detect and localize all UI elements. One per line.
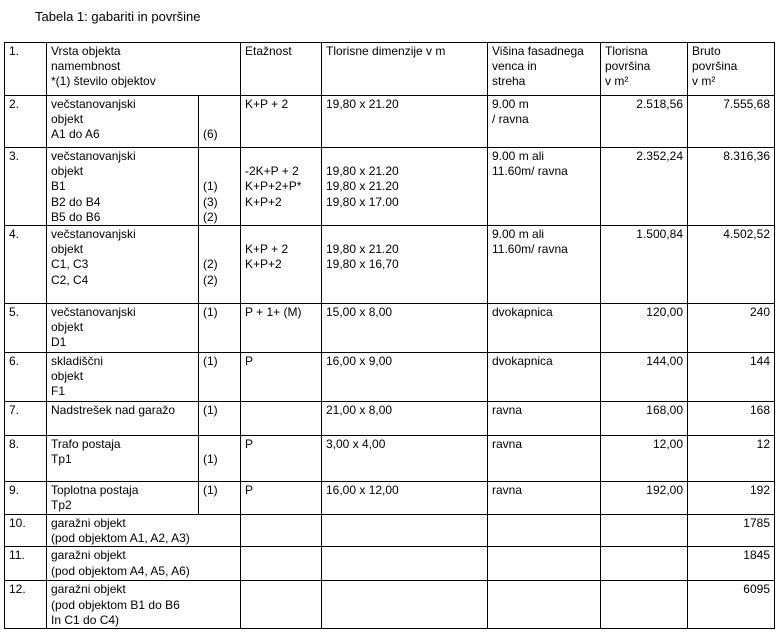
gross-area-cell: 240 <box>688 304 775 353</box>
cell-line: F1 <box>51 384 66 399</box>
cell-line: večstanovanjski <box>51 227 136 242</box>
cell-line: In C1 do C4) <box>51 612 120 627</box>
gross-area-cell: 1785 <box>688 515 775 547</box>
row-number: 11. <box>5 547 47 581</box>
table-row <box>5 304 775 353</box>
cell-line: 3,00 x 4,00 <box>326 437 386 452</box>
row-number: 6. <box>5 353 47 402</box>
floor-area-cell <box>601 547 688 581</box>
cell-line: / ravna <box>492 112 529 127</box>
cell-line: garažni objekt <box>51 516 126 531</box>
dimensions-cell <box>322 353 488 402</box>
cell-line: K+P+2+P* <box>245 179 302 194</box>
dimensions-cell <box>322 96 488 148</box>
cell-line <box>245 149 317 164</box>
cell-line: 21,00 x 8,00 <box>326 403 393 418</box>
object-type <box>47 148 199 226</box>
gross-area-cell: 8.316,36 <box>688 148 775 226</box>
floor-area-cell: 1.500,84 <box>601 226 688 304</box>
object-type <box>47 515 241 547</box>
cell-line: K+P+2 <box>245 194 282 209</box>
cell-line <box>203 437 236 452</box>
cell-line: (2) <box>203 272 218 287</box>
floors-cell <box>241 482 322 515</box>
gross-area-cell: 144 <box>688 353 775 402</box>
floors-cell <box>241 581 322 629</box>
cell-line <box>203 149 236 164</box>
object-type <box>47 402 199 436</box>
cell-line: 16,00 x 12,00 <box>326 483 399 498</box>
height-cell <box>488 482 601 515</box>
cell-line: (1) <box>203 305 218 320</box>
gross-area-cell: 7.555,68 <box>688 96 775 148</box>
cell-line: 9.00 m ali <box>492 149 545 163</box>
gross-area-cell: 6095 <box>688 581 775 629</box>
floor-area-cell: 144,00 <box>601 353 688 402</box>
dimensions-cell <box>322 148 488 226</box>
object-count <box>199 353 241 402</box>
object-count <box>199 402 241 436</box>
object-count <box>199 148 241 226</box>
cell-line: 19,80 x 21.20 <box>326 179 399 194</box>
floors-cell <box>241 402 322 436</box>
object-count <box>199 304 241 353</box>
object-count <box>199 482 241 515</box>
cell-line: objekt <box>51 164 84 179</box>
floors-cell <box>241 148 322 226</box>
cell-line: garažni objekt <box>51 582 126 597</box>
floor-area-cell: 192,00 <box>601 482 688 515</box>
header-gross-area: Bruto površina v m² <box>688 43 775 96</box>
row-number: 7. <box>5 402 47 436</box>
height-cell <box>488 436 601 482</box>
header-height: Višina fasadnega venca in streha <box>488 43 601 96</box>
table-row <box>5 148 775 226</box>
dimensions-cell <box>322 515 488 547</box>
cell-line <box>245 403 317 418</box>
height-cell <box>488 96 601 148</box>
object-type <box>47 96 199 148</box>
cell-line: (3) <box>203 194 218 209</box>
row-number: 4. <box>5 226 47 304</box>
cell-line: Trafo postaja <box>51 437 121 452</box>
cell-line: skladiščni <box>51 354 104 369</box>
height-cell <box>488 547 601 581</box>
cell-line: 11.60m/ ravna <box>492 164 568 179</box>
cell-line: (2) <box>203 257 218 272</box>
object-count <box>199 226 241 304</box>
cell-line: D1 <box>51 335 67 350</box>
cell-line <box>203 112 236 127</box>
floor-area-cell: 2.518,56 <box>601 96 688 148</box>
floors-cell <box>241 96 322 148</box>
height-cell <box>488 148 601 226</box>
cell-line: -2K+P + 2 <box>245 164 299 179</box>
floors-cell <box>241 226 322 304</box>
row-number: 2. <box>5 96 47 148</box>
cell-line: objekt <box>51 242 84 257</box>
gross-area-cell: 4.502,52 <box>688 226 775 304</box>
dimensions-cell <box>322 547 488 581</box>
cell-line: večstanovanjski <box>51 305 136 320</box>
floor-area-cell: 168,00 <box>601 402 688 436</box>
table-row <box>5 96 775 148</box>
header-type: Vrsta objekta namembnost *(1) število objektov <box>47 43 241 96</box>
row-number: 8. <box>5 436 47 482</box>
cell-line: P + 1+ (M) <box>245 305 302 320</box>
cell-line: objekt <box>51 369 84 384</box>
cell-line <box>245 227 317 242</box>
cell-line: 19,80 x 21.20 <box>326 242 399 257</box>
header-number: 1. <box>5 43 47 96</box>
cell-line: 15,00 x 8,00 <box>326 305 393 320</box>
row-number: 10. <box>5 515 47 547</box>
cell-line: P <box>245 437 254 452</box>
cell-line: 19,80 x 21.20 <box>326 97 399 111</box>
gross-area-cell: 1845 <box>688 547 775 581</box>
object-count <box>199 96 241 148</box>
table-row <box>5 482 775 515</box>
cell-line: (1) <box>203 483 218 498</box>
row-number: 3. <box>5 148 47 226</box>
gross-area-cell: 12 <box>688 436 775 482</box>
floors-cell <box>241 515 322 547</box>
object-type <box>47 353 199 402</box>
cell-line: B2 do B4 <box>51 194 101 209</box>
header-row <box>5 43 775 96</box>
cell-line <box>203 164 236 179</box>
height-cell <box>488 226 601 304</box>
dimensions-cell <box>322 226 488 304</box>
cell-line: Toplotna postaja <box>51 483 139 498</box>
floors-cell <box>241 436 322 482</box>
cell-line <box>203 242 236 257</box>
cell-line <box>203 97 236 112</box>
cell-line: C2, C4 <box>51 272 89 287</box>
table-caption: Tabela 1: gabariti in površine <box>35 9 201 24</box>
cell-line: C1, C3 <box>51 257 89 272</box>
cell-line <box>203 227 236 242</box>
table-row <box>5 547 775 581</box>
dimensions-cell <box>322 304 488 353</box>
cell-line: ravna <box>492 483 523 498</box>
dimensions-cell <box>322 436 488 482</box>
cell-line <box>326 149 483 164</box>
cell-line: objekt <box>51 112 84 127</box>
header-floor-area: Tlorisna površina v m² <box>601 43 688 96</box>
cell-line: Tp1 <box>51 452 72 467</box>
object-type <box>47 436 199 482</box>
cell-line: (pod objektom A4, A5, A6) <box>51 563 190 578</box>
cell-line: 19,80 x 16,70 <box>326 257 399 272</box>
row-number: 5. <box>5 304 47 353</box>
header-floors: Etažnost <box>241 43 322 96</box>
height-cell <box>488 304 601 353</box>
height-cell <box>488 402 601 436</box>
cell-line: (1) <box>203 403 218 418</box>
cell-line: 19,80 x 17.00 <box>326 194 399 209</box>
cell-line: dvokapnica <box>492 305 553 320</box>
cell-line: (pod objektom B1 do B6 <box>51 597 180 612</box>
floor-area-cell <box>601 581 688 629</box>
cell-line: B1 <box>51 179 66 194</box>
object-type <box>47 226 199 304</box>
object-type <box>47 547 241 581</box>
table-row <box>5 353 775 402</box>
object-type <box>47 581 241 629</box>
height-cell <box>488 515 601 547</box>
cell-line: garažni objekt <box>51 548 126 563</box>
cell-line: B5 do B6 <box>51 209 101 224</box>
gross-area-cell: 192 <box>688 482 775 515</box>
cell-line: 16,00 x 9,00 <box>326 354 393 369</box>
cell-line: ravna <box>492 437 523 452</box>
dimensions-cell <box>322 482 488 515</box>
cell-line: P <box>245 354 254 369</box>
floors-cell <box>241 353 322 402</box>
cell-line: K+P + 2 <box>245 242 289 257</box>
cell-line: (1) <box>203 452 218 467</box>
floors-cell <box>241 304 322 353</box>
table-row <box>5 515 775 547</box>
cell-line: večstanovanjski <box>51 149 136 163</box>
cell-line: večstanovanjski <box>51 97 136 111</box>
cell-line: (1) <box>203 354 218 369</box>
floor-area-cell <box>601 515 688 547</box>
cell-line: dvokapnica <box>492 354 553 369</box>
cell-line: P <box>245 483 254 498</box>
cell-line: 11.60m/ ravna <box>492 242 568 257</box>
row-number: 9. <box>5 482 47 515</box>
object-count <box>199 436 241 482</box>
cell-line: 19,80 x 21.20 <box>326 164 399 179</box>
gross-area-cell: 168 <box>688 402 775 436</box>
table-row <box>5 226 775 304</box>
cell-line: A1 do A6 <box>51 127 100 142</box>
floor-area-cell: 120,00 <box>601 304 688 353</box>
table-row <box>5 436 775 482</box>
object-type <box>47 304 199 353</box>
floor-area-cell: 12,00 <box>601 436 688 482</box>
row-number: 12. <box>5 581 47 629</box>
dimensions-table <box>4 42 775 629</box>
table-row <box>5 402 775 436</box>
cell-line: Nadstrešek nad garažo <box>51 403 176 418</box>
floor-area-cell: 2.352,24 <box>601 148 688 226</box>
cell-line: (1) <box>203 179 218 194</box>
cell-line: 9.00 m ali <box>492 227 545 242</box>
floors-cell <box>241 547 322 581</box>
dimensions-cell <box>322 402 488 436</box>
cell-line: objekt <box>51 320 84 335</box>
cell-line: (6) <box>203 127 218 142</box>
cell-line: ravna <box>492 403 523 418</box>
cell-line: Tp2 <box>51 498 72 513</box>
cell-line: K+P + 2 <box>245 97 289 111</box>
cell-line: 9.00 m <box>492 97 529 111</box>
header-dimensions: Tlorisne dimenzije v m <box>322 43 488 96</box>
object-type <box>47 482 199 515</box>
height-cell <box>488 581 601 629</box>
cell-line: K+P+2 <box>245 257 282 272</box>
dimensions-cell <box>322 581 488 629</box>
cell-line: (2) <box>203 209 218 224</box>
table-row <box>5 581 775 629</box>
cell-line <box>326 227 483 242</box>
cell-line: (pod objektom A1, A2, A3) <box>51 531 190 546</box>
height-cell <box>488 353 601 402</box>
